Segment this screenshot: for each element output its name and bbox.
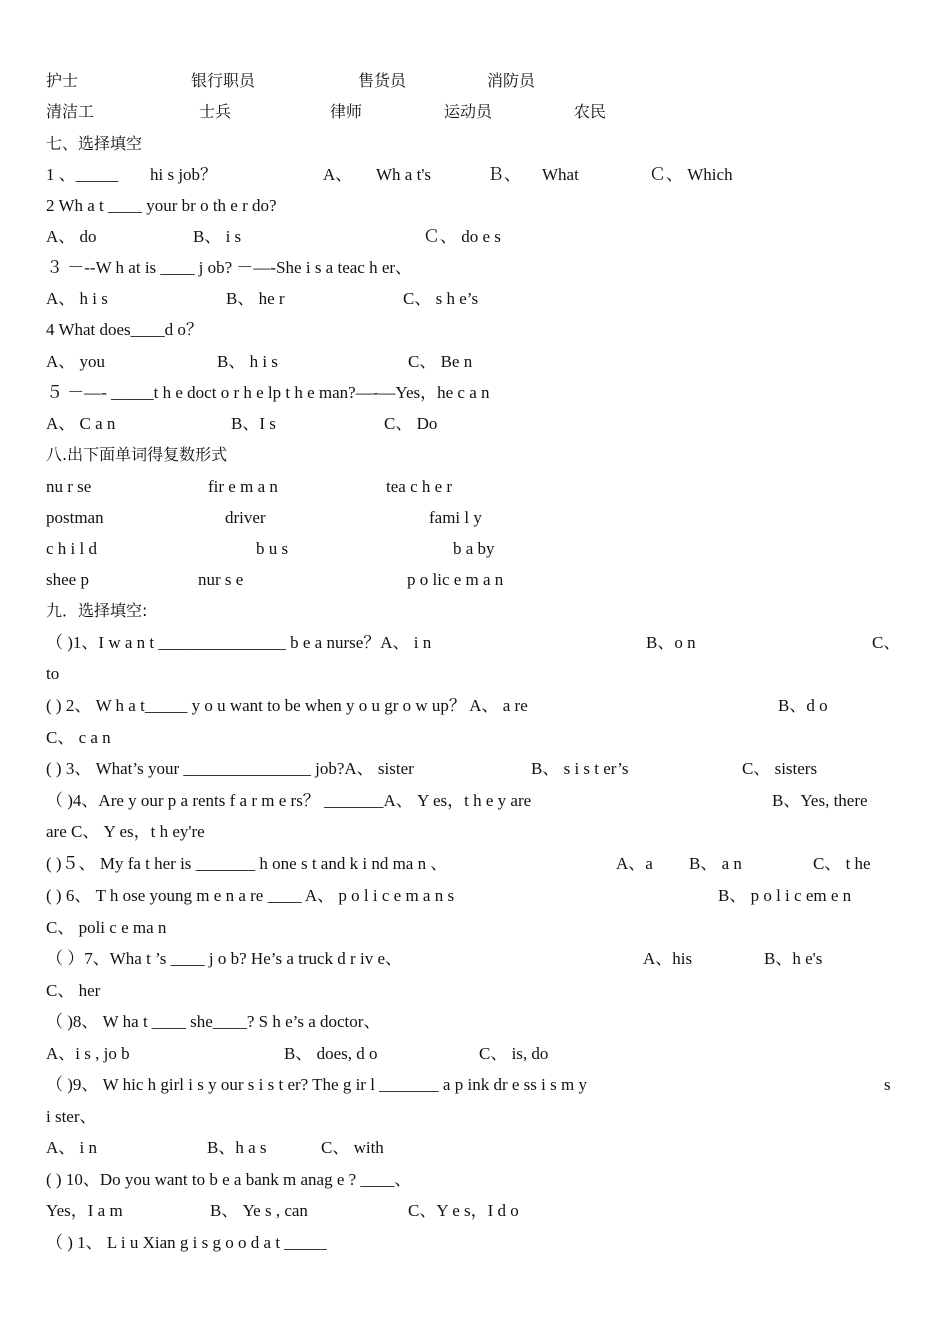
q7-item-5: ５ －—- _____t h e doct o r h e lp t h e man?—-—Yes，he c a n: [46, 383, 490, 402]
section-9-heading: 九．选择填空:: [46, 601, 148, 620]
section-8-heading: 八.出下面单词得复数形式: [46, 445, 228, 464]
q9-item-10: ( ) 10、Do you want to b e a bank m anag e ? ____、: [46, 1170, 412, 1189]
word-athlete-cn: 运动员: [444, 102, 493, 121]
q9-item-11: （ ) 1、 L i u Xian g i s g o o d a t _____: [46, 1233, 327, 1252]
section-7-heading: 七、选择填空: [46, 134, 143, 153]
word-salesperson-cn: 售货员: [358, 71, 407, 90]
word-lawyer-cn: 律师: [330, 102, 363, 121]
document-page: 护士 银行职员 售货员 消防员 清洁工 士兵 律师 运动员 农民 七、选择填空 1 、_____ hi s job？ A、 Wh a t's Ｂ、 What Ｃ、 Which 2 Wh a t ____ your br o th e r do? A、 do B、 i s Ｃ、 do e s ３ －--W h at is ____ j ob? －—-She i s a teac h er、 A、 h i s B、 he r C、 s h e’s 4 What does____d o？ A、 you B、 h i s C、 Be n ５ －—- _____t h e doct o r h e lp t h e man?—-—Yes，he c a n A、 C a n B、I s C、 Do 八.出下面单词得复数形式 nu r se fir e m a n tea c h e r postman driver fami l y c h i l d b u s b a by shee p nur s e p o lic e m a n 九．选择填空: （ )1、I w a n t _______________ b e a nurse？A、 i n B、o n C、 to ( ) 2、 W h a t_____ y o u want to be when y o u gr o w up？ A、 a re B、d o C、 c a n ( ) 3、 What’s your _______________ job?A、 sister B、 s i s t er’s C、 sisters （ )4、Are y our p a rents f a r m e rs？ _______A、 Y es，t h e y are B、Yes, there are C、 Y es，t h ey're ( )５、 My fa t her is _______ h one s t and k i nd ma n 、 A、a B、 a n C、 t he ( ) 6、 T h ose young m e n a re ____ A、 p o l i c e m a n s B、 p o l i c em e n C、 poli c e ma n （ ）7、Wha t ’s ____ j o b? He’s a truck d r iv e、 A、his B、h e's C、 her （ )8、 W ha t ____ she____? S h e’s a doctor、 A、i s , jo b B、 does, d o C、 is, do （ )9、 W hic h girl i s y our s i s t er? The g ir l _______ a p ink dr e ss i s m y s i ster、 A、 i n B、h a s C、 with ( ) 10、Do you want to b e a bank m anag e ? ____、 Yes，I a m B、 Ye s , can C、Y e s，I d o （ ) 1、 L i u Xian g i s g o o d a t _____: [0, 0, 950, 1344]
word-bank-clerk-cn: 银行职员: [191, 71, 256, 90]
q9-item-9-cont: i ster、: [46, 1107, 97, 1126]
q9-item-7-cont: C、 her: [46, 981, 101, 1000]
q9-item-1-cont: to: [46, 664, 60, 683]
word-cleaner-cn: 清洁工: [46, 102, 95, 121]
word-nurse-cn: 护士: [46, 71, 79, 90]
word-soldier-cn: 士兵: [199, 102, 232, 121]
q9-item-4-cont: are C、 Y es，t h ey're: [46, 822, 205, 841]
q9-item-8: （ )8、 W ha t ____ she____? S h e’s a doctor、: [46, 1012, 381, 1031]
q9-item-2-cont: C、 c a n: [46, 728, 111, 747]
q7-item-3: ３ －--W h at is ____ j ob? －—-She i s a teac h er、: [46, 258, 413, 277]
q9-item-6-cont: C、 poli c e ma n: [46, 918, 167, 937]
q7-item-2: 2 Wh a t ____ your br o th e r do?: [46, 196, 277, 215]
word-firefighter-cn: 消防员: [487, 71, 536, 90]
q7-item-4: 4 What does____d o？: [46, 320, 203, 339]
word-farmer-cn: 农民: [574, 102, 607, 121]
